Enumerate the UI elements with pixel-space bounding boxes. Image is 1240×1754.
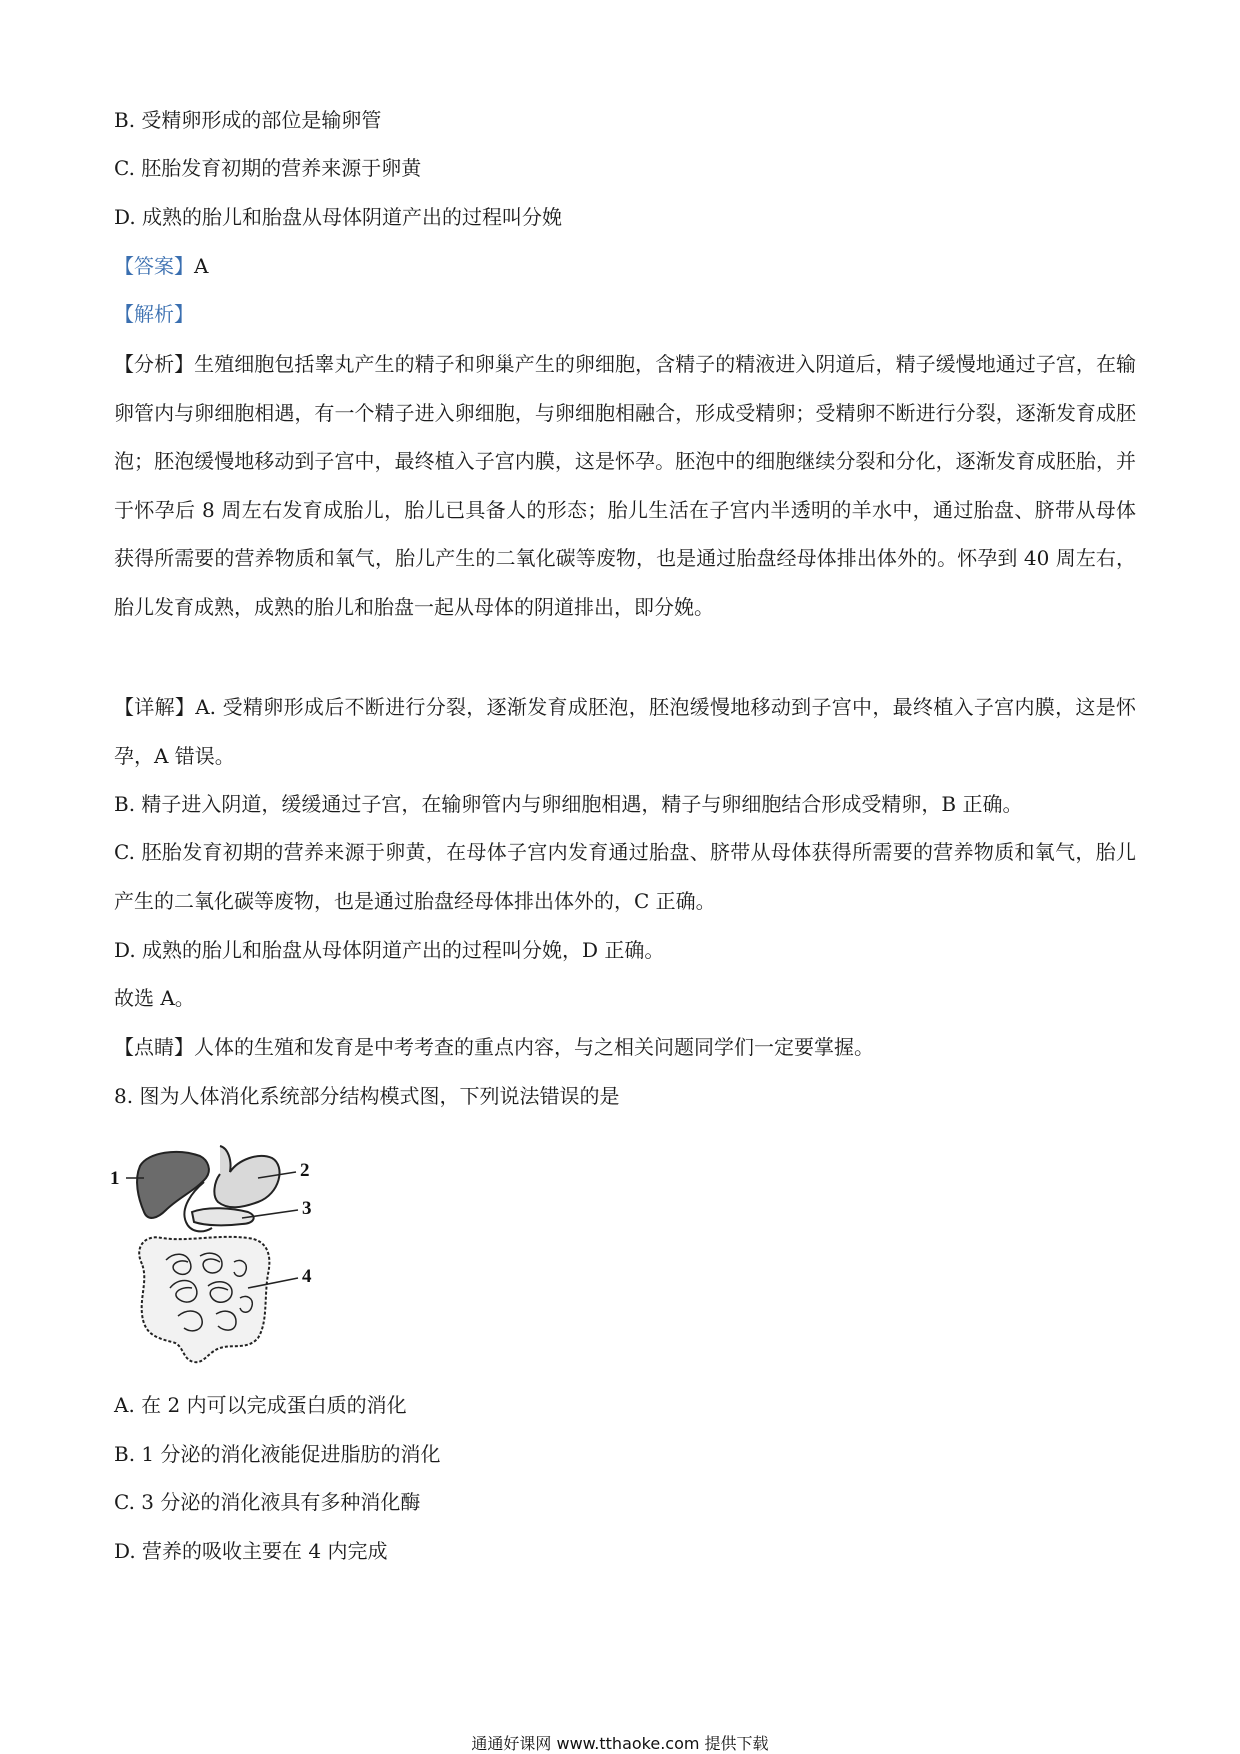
liver-shape [137,1152,209,1218]
prev-option-d: D. 成熟的胎儿和胎盘从母体阴道产出的过程叫分娩 [114,205,563,229]
detail-a-text: A. 受精卵形成后不断进行分裂，逐渐发育成胚泡，胚泡缓慢地移动到子宫中，最终植入子宫内膜，这是怀孕，A 错误。 [114,695,1136,768]
footer-source: 通通好课网 www.tthaoke.com 提供下载 [471,1734,769,1753]
q8-option-d: D. 营养的吸收主要在 4 内完成 [114,1539,388,1563]
analysis-text: 生殖细胞包括睾丸产生的精子和卵巢产生的卵细胞，含精子的精液进入阴道后，精子缓慢地通过子宫，在输卵管内与卵细胞相遇，有一个精子进入卵细胞，与卵细胞相融合，形成受精卵；受精卵不断进行分裂，逐渐发育成胚泡；胚泡缓慢地移动到子宫中，最终植入子宫内膜，这是怀孕。胚泡中的细胞继续分裂和分化，逐渐发育成胚胎，并于怀孕后 8 周左右发育成胎儿，胎儿已具备人的形态；胎儿生活在子宫内半透明的羊水中，通过胎盘、脐带从母体获得所需要的营养物质和氧气，胎儿产生的二氧化碳等废物，也是通过胎盘经母体排出体外的。怀孕到 40 周左右，胎儿发育成熟，成熟的胎儿和胎盘一起从母体的阴道排出，即分娩。 [114,352,1137,619]
large-intestine-shape [139,1237,269,1362]
comment-tag: 【点睛】 [114,1035,194,1059]
figure-label-3: 3 [302,1198,312,1219]
prev-option-b: B. 受精卵形成的部位是输卵管 [114,108,382,132]
digestive-system-figure [108,1138,368,1373]
answer-tag: 【答案】 [114,254,194,278]
detail-c: C. 胚胎发育初期的营养来源于卵黄，在母体子宫内发育通过胎盘、脐带从母体获得所需要的营养物质和氧气，胎儿产生的二氧化碳等废物，也是通过胎盘经母体排出体外的，C 正确。 [114,840,1136,913]
detail-d: D. 成熟的胎儿和胎盘从母体阴道产出的过程叫分娩，D 正确。 [114,938,665,962]
figure-label-1: 1 [110,1168,120,1189]
detail-a-paragraph [114,683,1136,780]
q8-option-a: A. 在 2 内可以完成蛋白质的消化 [114,1393,407,1417]
question-8-stem: 8. 图为人体消化系统部分结构模式图，下列说法错误的是 [114,1084,620,1108]
comment-line [114,1033,1134,1061]
detail-tag: 【详解】 [114,695,196,719]
digestive-system-diagram [108,1138,368,1373]
q8-option-b: B. 1 分泌的消化液能促进脂肪的消化 [114,1442,441,1466]
detail-choice: 故选 A。 [114,986,195,1010]
comment-text: 人体的生殖和发育是中考考查的重点内容，与之相关问题同学们一定要掌握。 [194,1035,874,1059]
prev-option-c: C. 胚胎发育初期的营养来源于卵黄 [114,156,422,180]
analysis-paragraph [114,340,1136,631]
figure-label-4: 4 [302,1266,312,1287]
figure-label-2: 2 [300,1160,310,1181]
answer-value: A [194,254,209,278]
answer-line [114,252,1134,280]
detail-b: B. 精子进入阴道，缓缓通过子宫，在输卵管内与卵细胞相遇，精子与卵细胞结合形成受精卵，B 正确。 [114,792,1023,816]
analysis-tag: 【分析】 [114,352,195,376]
pancreas-shape [192,1208,254,1225]
analysis-section-tag: 【解析】 [114,302,194,326]
q8-option-c: C. 3 分泌的消化液具有多种消化酶 [114,1490,421,1514]
